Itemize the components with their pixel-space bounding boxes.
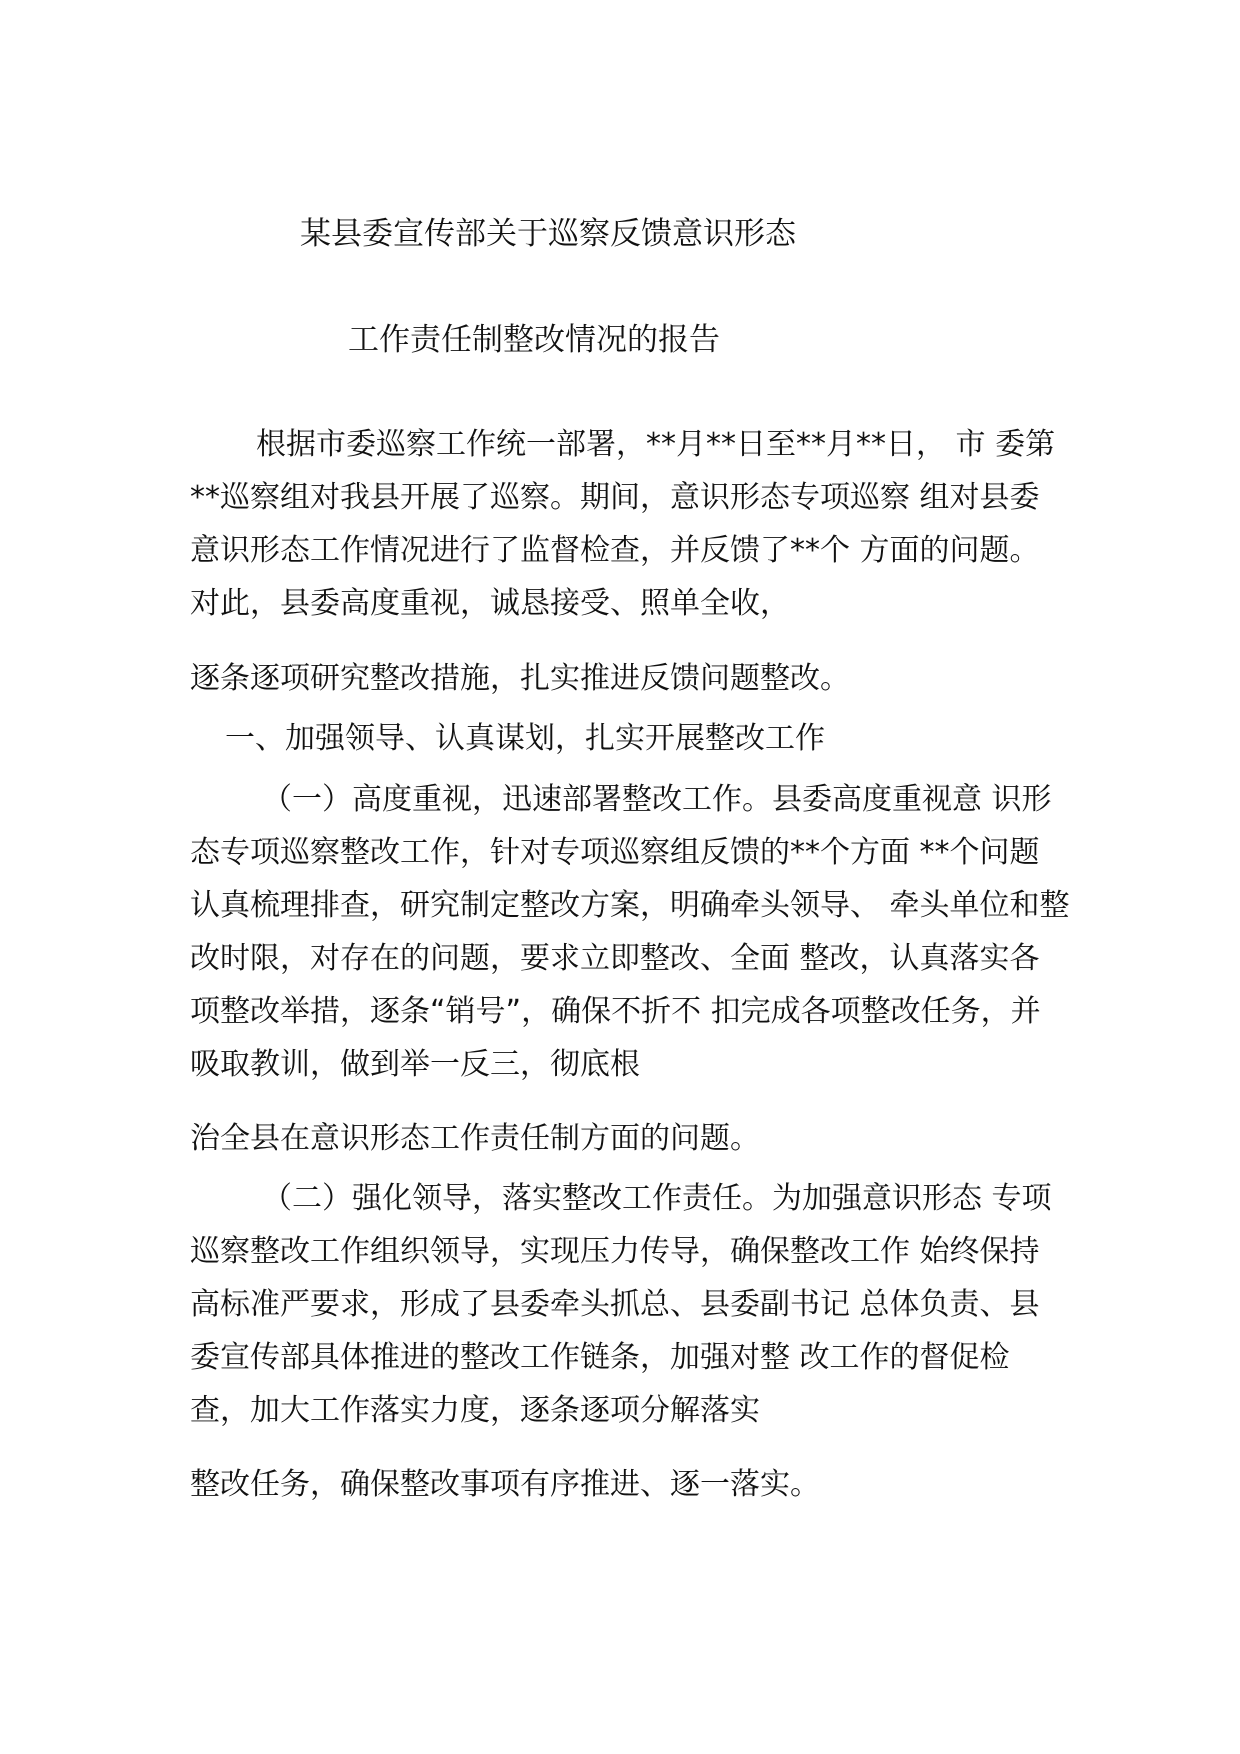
body-line: **巡察组对我县开展了巡察。期间，意识形态专项巡察 组对县委 (190, 480, 1040, 515)
body-line: 改时限，对存在的问题，要求立即整改、全面 整改，认真落实各 (190, 941, 1040, 976)
body-line: 高标准严要求，形成了县委牵头抓总、县委副书记 总体负责、县 (190, 1287, 1040, 1322)
body-line: 巡察整改工作组织领导，实现压力传导，确保整改工作 始终保持 (190, 1234, 1040, 1269)
document-title-line-2: 工作责任制整改情况的报告 (348, 322, 720, 358)
body-line: 逐条逐项研究整改措施，扎实推进反馈问题整改。 (190, 661, 850, 696)
section-heading: 一、加强领导、认真谋划，扎实开展整改工作 (225, 721, 825, 756)
body-line: 根据市委巡察工作统一部署，**月**日至**月**日， 市 委第 (256, 427, 1056, 462)
body-line: 整改任务，确保整改事项有序推进、逐一落实。 (190, 1467, 820, 1502)
body-line: 吸取教训，做到举一反三，彻底根 (190, 1047, 640, 1082)
body-line: 态专项巡察整改工作，针对专项巡察组反馈的**个方面 **个问题 (190, 835, 1040, 870)
body-line: 意识形态工作情况进行了监督检查，并反馈了**个 方面的问题。 (190, 533, 1040, 568)
body-line: 项整改举措，逐条“销号”，确保不折不 扣完成各项整改任务，并 (190, 994, 1041, 1029)
body-line: （二）强化领导，落实整改工作责任。为加强意识形态 专项 (262, 1181, 1052, 1216)
document-title-line-1: 某县委宣传部关于巡察反馈意识形态 (300, 216, 796, 252)
body-line: 认真梳理排查，研究制定整改方案，明确牵头领导、 牵头单位和整 (190, 888, 1070, 923)
body-line: 委宣传部具体推进的整改工作链条，加强对整 改工作的督促检 (190, 1340, 1010, 1375)
body-line: （一）高度重视，迅速部署整改工作。县委高度重视意 识形 (262, 782, 1052, 817)
body-line: 治全县在意识形态工作责任制方面的问题。 (190, 1121, 760, 1156)
body-line: 查，加大工作落实力度，逐条逐项分解落实 (190, 1393, 760, 1428)
body-line: 对此，县委高度重视，诚恳接受、照单全收， (190, 586, 790, 621)
